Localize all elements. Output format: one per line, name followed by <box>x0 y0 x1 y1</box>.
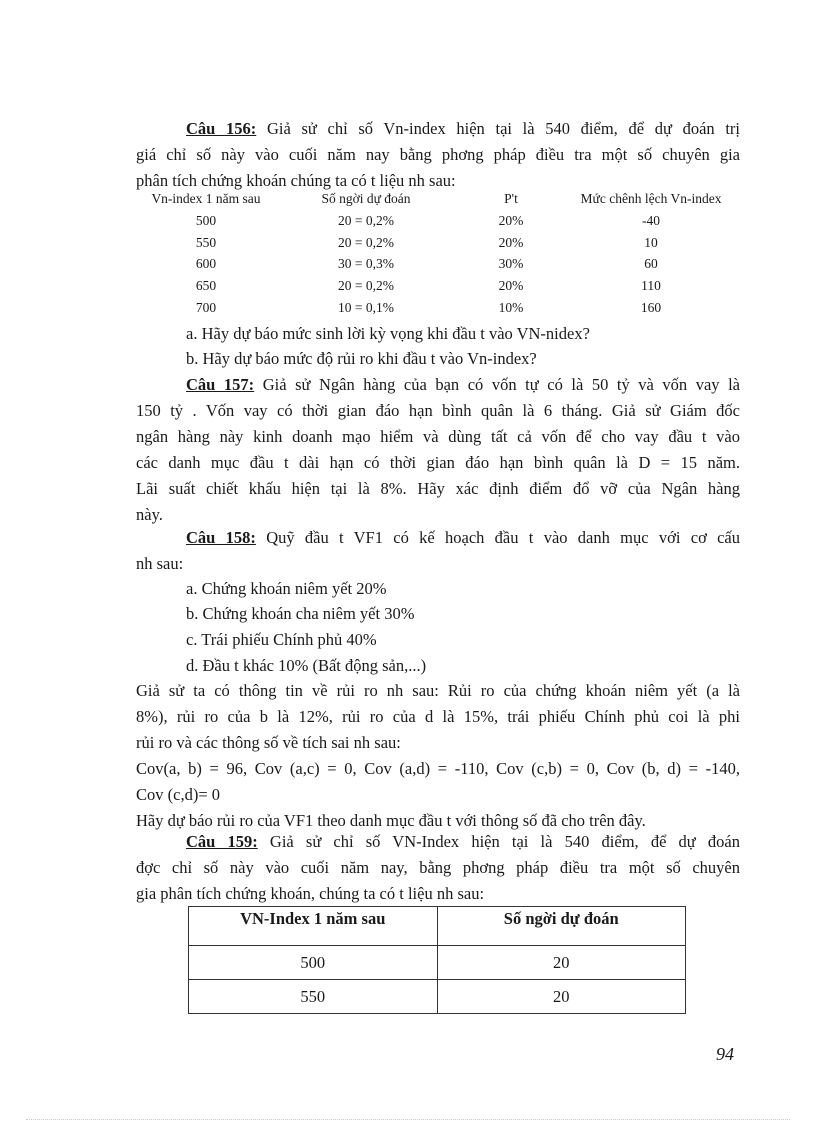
q156-table <box>136 188 736 319</box>
q156-b: b. Hãy dự báo mức độ rủi ro khi đầu t vào Vn-index? <box>186 349 537 368</box>
q158-label: Câu 158: <box>186 528 256 547</box>
q159-paragraph: Câu 159: Giả sử chỉ số VN-Index hiện tại là 540 điểm, để dự đoán đợc chỉ số này vào cuối năm nay, bằng phơng pháp điều tra một số chuyên gia phân tích chứng khoán, chúng ta có t liệu nh sau: <box>136 832 740 903</box>
q159-table-header: VN-Index 1 năm sau Số ngời dự đoán <box>189 907 686 946</box>
q158-c: c. Trái phiếu Chính phủ 40% <box>186 630 377 649</box>
q159-label: Câu 159: <box>186 832 258 851</box>
page-number: 94 <box>716 1044 734 1064</box>
q158-paragraph: Câu 158: Quỹ đầu t VF1 có kế hoạch đầu t vào danh mục với cơ cấu nh sau: <box>136 528 740 573</box>
table-row: 700 10 = 0,1% 10% 160 <box>195 300 662 316</box>
table-row: 500 20 <box>189 946 686 980</box>
table-row: 500 20 = 0,2% 20% -40 <box>195 212 660 228</box>
table-row: 600 30 = 0,3% 30% 60 <box>195 256 658 272</box>
footer-divider <box>26 1119 790 1120</box>
q156-table-header: Vn-index 1 năm sau Số ngời dự đoán P't Mức chênh lệch Vn-index <box>151 191 722 206</box>
q156-label: Câu 156: <box>186 119 257 138</box>
q158-b: b. Chứng khoán cha niêm yết 30% <box>186 604 415 623</box>
q157-label: Câu 157: <box>186 375 255 394</box>
table-row: 550 20 <box>189 980 686 1014</box>
q156-a: a. Hãy dự báo mức sinh lời kỳ vọng khi đầu t vào VN-nidex? <box>186 324 590 343</box>
q158-a: a. Chứng khoán niêm yết 20% <box>186 579 387 598</box>
q158-d: d. Đầu t khác 10% (Bất động sản,...) <box>186 656 427 675</box>
q159-table <box>188 906 686 1014</box>
table-row: 550 20 = 0,2% 20% 10 <box>195 234 658 250</box>
q157-paragraph: Câu 157: Giả sử Ngân hàng của bạn có vốn tự có là 50 tỷ và vốn vay là 150 tỷ . Vốn vay có thời gian đáo hạn bình quân là 6 tháng. Giả sử Giám đốc ngân hàng này kinh doanh mạo hiểm và dùng tất cả vốn để cho vay đầu t vào các danh mục đầu t dài hạn có thời gian đáo hạn bình quân là D = 15 năm. Lãi suất chiết khấu hiện tại là 8%. Hãy xác định điểm đổ vỡ của Ngân hàng này. <box>136 375 740 524</box>
q158-risk-paragraph: Giả sử ta có thông tin về rủi ro nh sau: Rủi ro của chứng khoán niêm yết (a là 8%), rủi ro của b là 12%, rủi ro của d là 15%, trái phiếu Chính phủ coi là phi rủi ro và các thông số về tích sai nh sau: Cov(a, b) = 96, Cov (a,c) = 0, Cov (a,d) = -110, Cov (c,b) = 0, Cov (b, d) = -140, Cov (c,d)= 0 Hãy dự báo rủi ro của VF1 theo danh mục đầu t với thông số đã cho trên đây. <box>136 681 740 830</box>
table-row: 650 20 = 0,2% 20% 110 <box>195 278 661 294</box>
q156-paragraph: Câu 156: Giả sử chỉ số Vn-index hiện tại là 540 điểm, để dự đoán trị giá chỉ số này vào cuối năm nay bằng phơng pháp điều tra một số chuyên gia phân tích chứng khoán chúng ta có t liệu nh sau: <box>136 119 741 190</box>
